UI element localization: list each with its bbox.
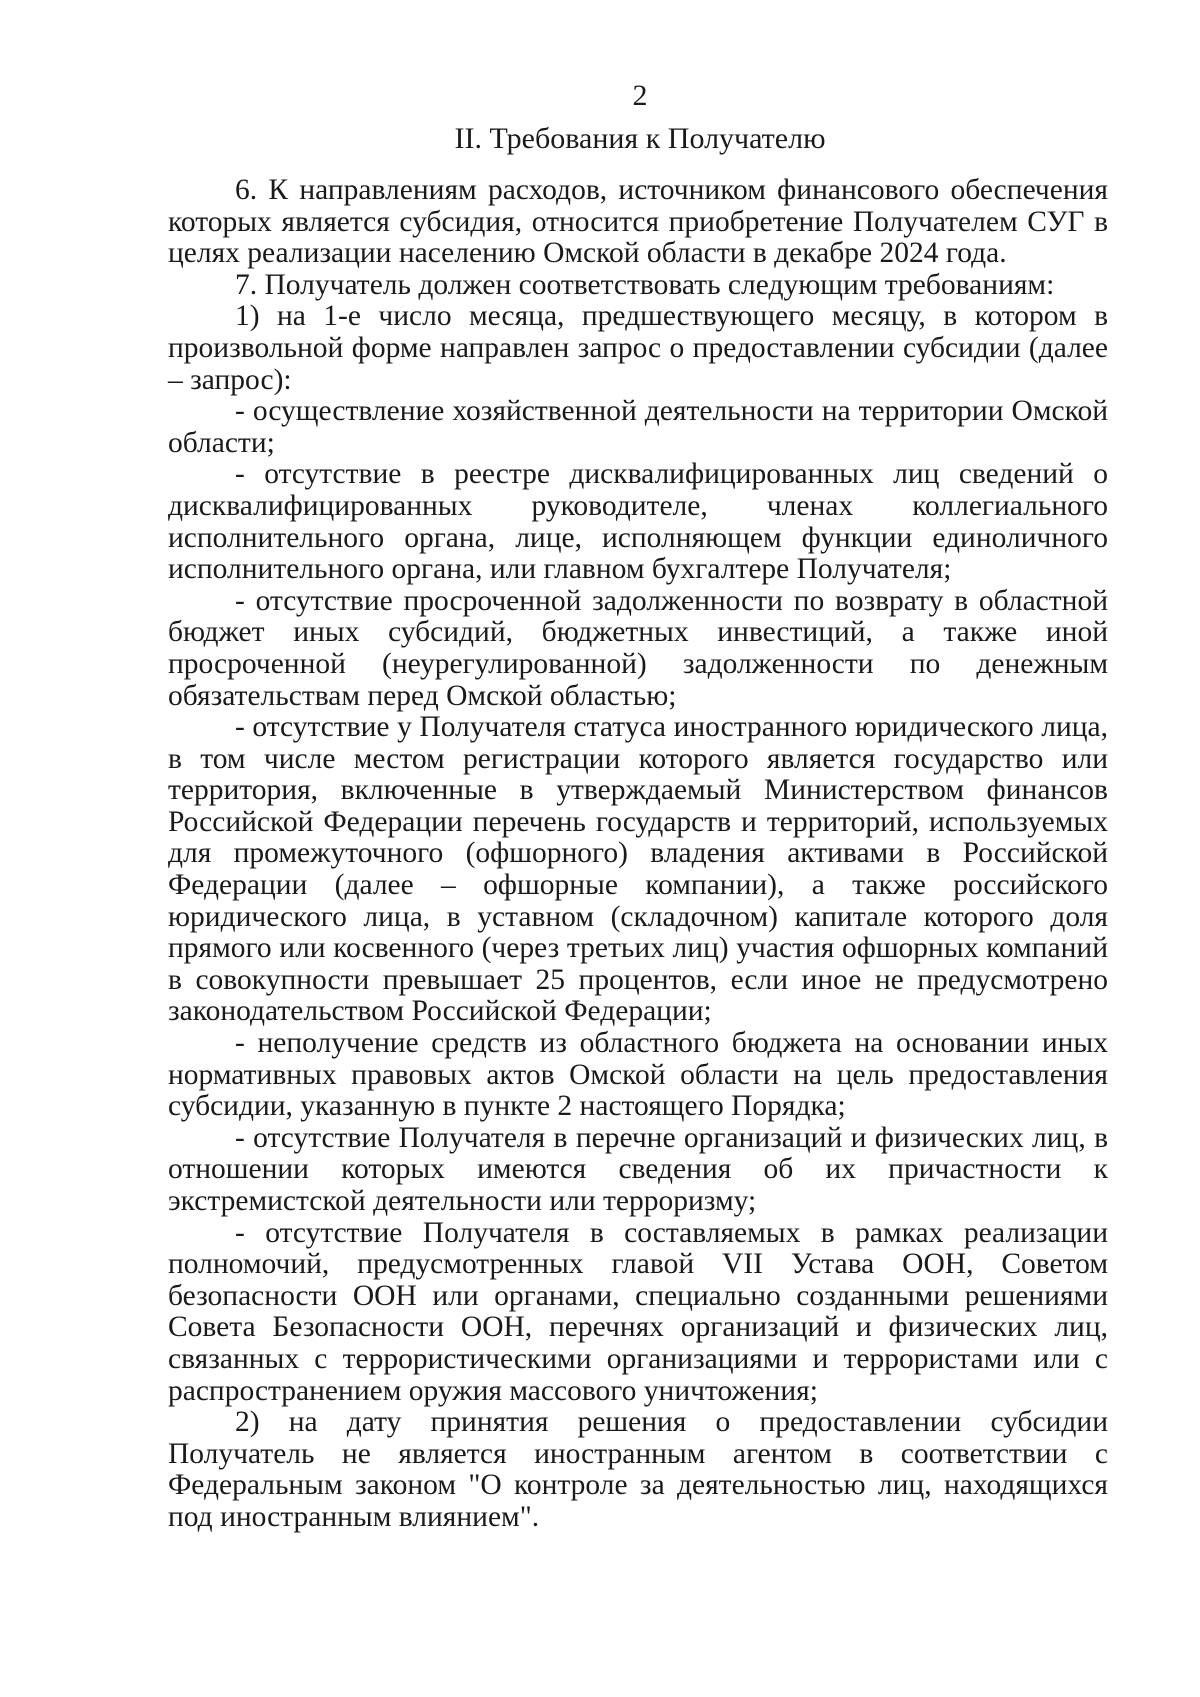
paragraph-6: 6. К направлениям расходов, источником финансового обеспечения которых является субсидия, относится приобретение Получателем СУГ в целях реализации населению Омской области в декабре 2024 года.	[168, 174, 1108, 270]
section-heading: II. Требования к Получателю	[454, 122, 826, 155]
paragraph-7-1: 1) на 1-е число месяца, предшествующего месяцу, в котором в произвольной форме направлен запрос о предоставлении субсидии (далее – запрос):	[168, 300, 1108, 396]
requirement-item-debt: - отсутствие просроченной задолженности по возврату в областной бюджет иных субсидий, бюджетных инвестиций, а также иной просроченной (неурегулированной) задолженности по денежным обязательствам перед Омской областью;	[168, 584, 1108, 712]
page-number: 2	[632, 79, 648, 112]
requirement-item-other-funds: - неполучение средств из областного бюджета на основании иных нормативных правовых актов Омской области на цель предоставления субсидии, указанную в пункте 2 настоящего Порядка;	[168, 1027, 1108, 1123]
requirement-item-disqualified: - отсутствие в реестре дисквалифицированных лиц сведений о дисквалифицированных руководителе, членах коллегиального исполнительного органа, лице, исполняющем функции единоличного исполнительного органа, или главном бухгалтере Получателя;	[168, 458, 1108, 586]
requirement-item-extremism: - отсутствие Получателя в перечне организаций и физических лиц, в отношении которых имеются сведения об их причастности к экстремистской деятельности или терроризму;	[168, 1121, 1108, 1217]
requirement-item-un-lists: - отсутствие Получателя в составляемых в рамках реализации полномочий, предусмотренных главой VII Устава ООН, Советом безопасности ООН или органами, специально созданными решениями Совета Безопасности ООН, перечнях организаций и физических лиц, связанных с террористическими организациями и террористами или с распространением оружия массового уничтожения;	[168, 1216, 1108, 1407]
paragraph-7: 7. Получатель должен соответствовать следующим требованиям:	[235, 268, 1055, 301]
requirement-item-offshore: - отсутствие у Получателя статуса иностранного юридического лица, в том числе местом регистрации которого является государство или территория, включенные в утверждаемый Министерством финансов Российской Федерации перечень государств и территорий, используемых для промежуточного (офшорного) владения активами в Российской Федерации (далее – офшорные компании), а также российского юридического лица, в уставном (складочном) капитале которого доля прямого или косвенного (через третьих лиц) участия офшорных компаний в совокупности превышает 25 процентов, если иное не предусмотрено законодательством Российской Федерации;	[168, 711, 1108, 1028]
paragraph-7-2: 2) на дату принятия решения о предоставлении субсидии Получатель не является иностранным агентом в соответствии с Федеральным законом "О контроле за деятельностью лиц, находящихся под иностранным влиянием".	[168, 1406, 1108, 1533]
document-body	[168, 175, 1108, 1534]
requirement-item-territory: - осуществление хозяйственной деятельности на территории Омской области;	[168, 395, 1108, 459]
